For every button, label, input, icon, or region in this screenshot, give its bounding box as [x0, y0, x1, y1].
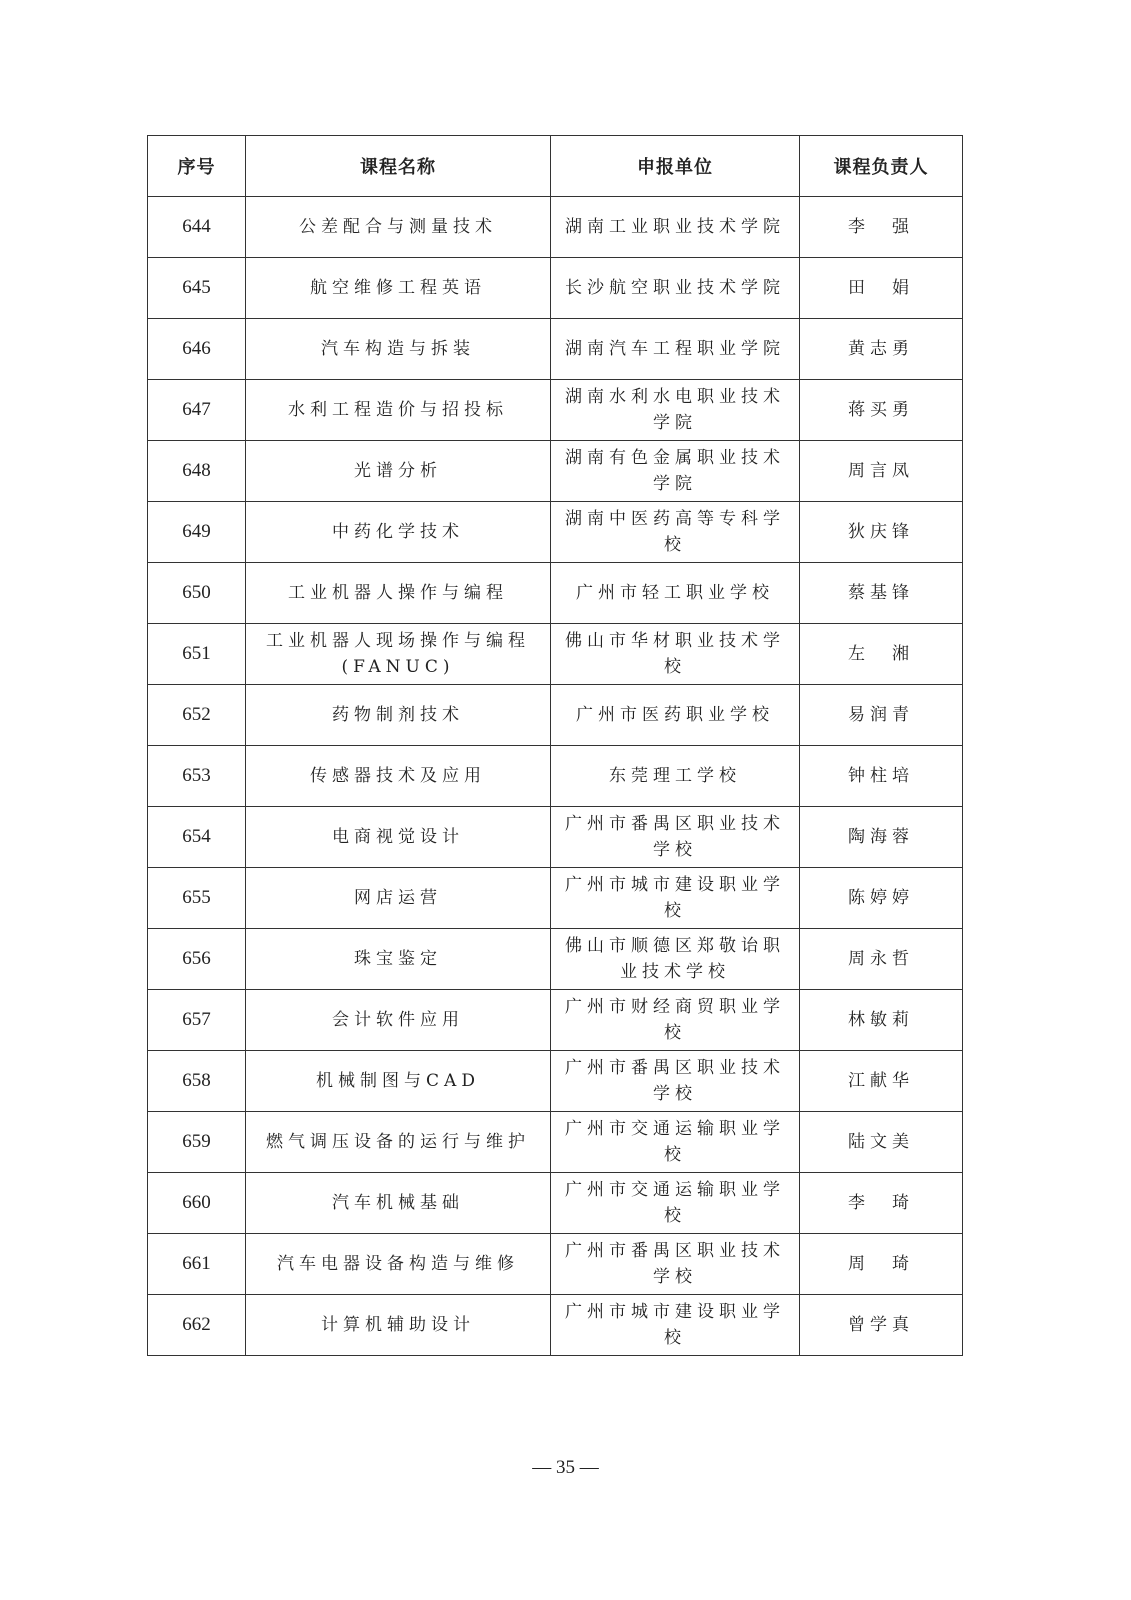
- cell-index: 645: [148, 258, 246, 319]
- cell-institution: 广州市番禺区职业技术学校: [551, 1234, 800, 1295]
- cell-lead: 蔡基锋: [800, 563, 963, 624]
- cell-lead: 蒋买勇: [800, 380, 963, 441]
- cell-lead: 陈婷婷: [800, 868, 963, 929]
- table-row: [148, 1173, 963, 1234]
- cell-lead: 林敏莉: [800, 990, 963, 1051]
- cell-lead: 周 琦: [800, 1234, 963, 1295]
- table-row: [148, 868, 963, 929]
- cell-index: 647: [148, 380, 246, 441]
- cell-institution: 广州市财经商贸职业学校: [551, 990, 800, 1051]
- cell-lead: 周永哲: [800, 929, 963, 990]
- cell-index: 658: [148, 1051, 246, 1112]
- table-row: [148, 685, 963, 746]
- cell-course-name: 会计软件应用: [246, 990, 551, 1051]
- table-row: [148, 380, 963, 441]
- page-number: — 35 —: [532, 1457, 599, 1478]
- cell-lead: 易润青: [800, 685, 963, 746]
- cell-course-name: 电商视觉设计: [246, 807, 551, 868]
- cell-lead: 钟柱培: [800, 746, 963, 807]
- cell-index: 651: [148, 624, 246, 685]
- cell-institution: 广州市城市建设职业学校: [551, 1295, 800, 1356]
- cell-institution: 广州市交通运输职业学校: [551, 1112, 800, 1173]
- cell-lead: 田 娟: [800, 258, 963, 319]
- cell-index: 657: [148, 990, 246, 1051]
- cell-course-name: 传感器技术及应用: [246, 746, 551, 807]
- header-course-name: 课程名称: [246, 136, 551, 197]
- table-row: [148, 1234, 963, 1295]
- cell-index: 661: [148, 1234, 246, 1295]
- cell-institution: 湖南汽车工程职业学院: [551, 319, 800, 380]
- cell-lead: 李 强: [800, 197, 963, 258]
- table-row: [148, 441, 963, 502]
- cell-institution: 广州市城市建设职业学校: [551, 868, 800, 929]
- cell-lead: 周言凤: [800, 441, 963, 502]
- cell-course-name: 工业机器人现场操作与编程(FANUC): [246, 624, 551, 685]
- cell-course-name: 工业机器人操作与编程: [246, 563, 551, 624]
- cell-lead: 狄庆锋: [800, 502, 963, 563]
- cell-institution: 广州市轻工职业学校: [551, 563, 800, 624]
- header-lead: 课程负责人: [800, 136, 963, 197]
- table-row: [148, 319, 963, 380]
- header-institution: 申报单位: [551, 136, 800, 197]
- table-row: [148, 563, 963, 624]
- cell-index: 644: [148, 197, 246, 258]
- cell-institution: 湖南工业职业技术学院: [551, 197, 800, 258]
- cell-institution: 佛山市顺德区郑敬诒职业技术学校: [551, 929, 800, 990]
- cell-course-name: 网店运营: [246, 868, 551, 929]
- table-row: [148, 1112, 963, 1173]
- cell-institution: 广州市医药职业学校: [551, 685, 800, 746]
- cell-course-name: 航空维修工程英语: [246, 258, 551, 319]
- cell-index: 655: [148, 868, 246, 929]
- cell-index: 649: [148, 502, 246, 563]
- cell-index: 654: [148, 807, 246, 868]
- cell-course-name: 水利工程造价与招投标: [246, 380, 551, 441]
- cell-lead: 左 湘: [800, 624, 963, 685]
- cell-index: 656: [148, 929, 246, 990]
- cell-institution: 湖南水利水电职业技术学院: [551, 380, 800, 441]
- table-row: [148, 624, 963, 685]
- cell-course-name: 药物制剂技术: [246, 685, 551, 746]
- table-row: [148, 1051, 963, 1112]
- cell-institution: 东莞理工学校: [551, 746, 800, 807]
- cell-institution: 广州市番禺区职业技术学校: [551, 1051, 800, 1112]
- cell-course-name: 公差配合与测量技术: [246, 197, 551, 258]
- table-row: [148, 807, 963, 868]
- cell-index: 659: [148, 1112, 246, 1173]
- table-row: [148, 929, 963, 990]
- table-row: [148, 258, 963, 319]
- cell-institution: 湖南有色金属职业技术学院: [551, 441, 800, 502]
- cell-course-name: 汽车电器设备构造与维修: [246, 1234, 551, 1295]
- cell-course-name: 光谱分析: [246, 441, 551, 502]
- course-table: [147, 135, 963, 1356]
- table-header-row: [148, 136, 963, 197]
- cell-index: 662: [148, 1295, 246, 1356]
- table-row: [148, 502, 963, 563]
- cell-lead: 黄志勇: [800, 319, 963, 380]
- cell-index: 646: [148, 319, 246, 380]
- cell-index: 648: [148, 441, 246, 502]
- table-row: [148, 746, 963, 807]
- cell-institution: 广州市交通运输职业学校: [551, 1173, 800, 1234]
- cell-course-name: 燃气调压设备的运行与维护: [246, 1112, 551, 1173]
- cell-index: 660: [148, 1173, 246, 1234]
- cell-course-name: 机械制图与CAD: [246, 1051, 551, 1112]
- cell-course-name: 汽车构造与拆装: [246, 319, 551, 380]
- cell-index: 652: [148, 685, 246, 746]
- cell-institution: 广州市番禺区职业技术学校: [551, 807, 800, 868]
- table-row: [148, 197, 963, 258]
- table-body: [148, 197, 963, 1356]
- cell-institution: 湖南中医药高等专科学校: [551, 502, 800, 563]
- cell-lead: 曾学真: [800, 1295, 963, 1356]
- cell-lead: 李 琦: [800, 1173, 963, 1234]
- cell-institution: 长沙航空职业技术学院: [551, 258, 800, 319]
- cell-course-name: 汽车机械基础: [246, 1173, 551, 1234]
- cell-course-name: 珠宝鉴定: [246, 929, 551, 990]
- cell-lead: 陆文美: [800, 1112, 963, 1173]
- cell-course-name: 计算机辅助设计: [246, 1295, 551, 1356]
- cell-lead: 江献华: [800, 1051, 963, 1112]
- cell-course-name: 中药化学技术: [246, 502, 551, 563]
- table-row: [148, 1295, 963, 1356]
- cell-institution: 佛山市华材职业技术学校: [551, 624, 800, 685]
- table-row: [148, 990, 963, 1051]
- cell-lead: 陶海蓉: [800, 807, 963, 868]
- cell-index: 650: [148, 563, 246, 624]
- header-index: 序号: [148, 136, 246, 197]
- cell-index: 653: [148, 746, 246, 807]
